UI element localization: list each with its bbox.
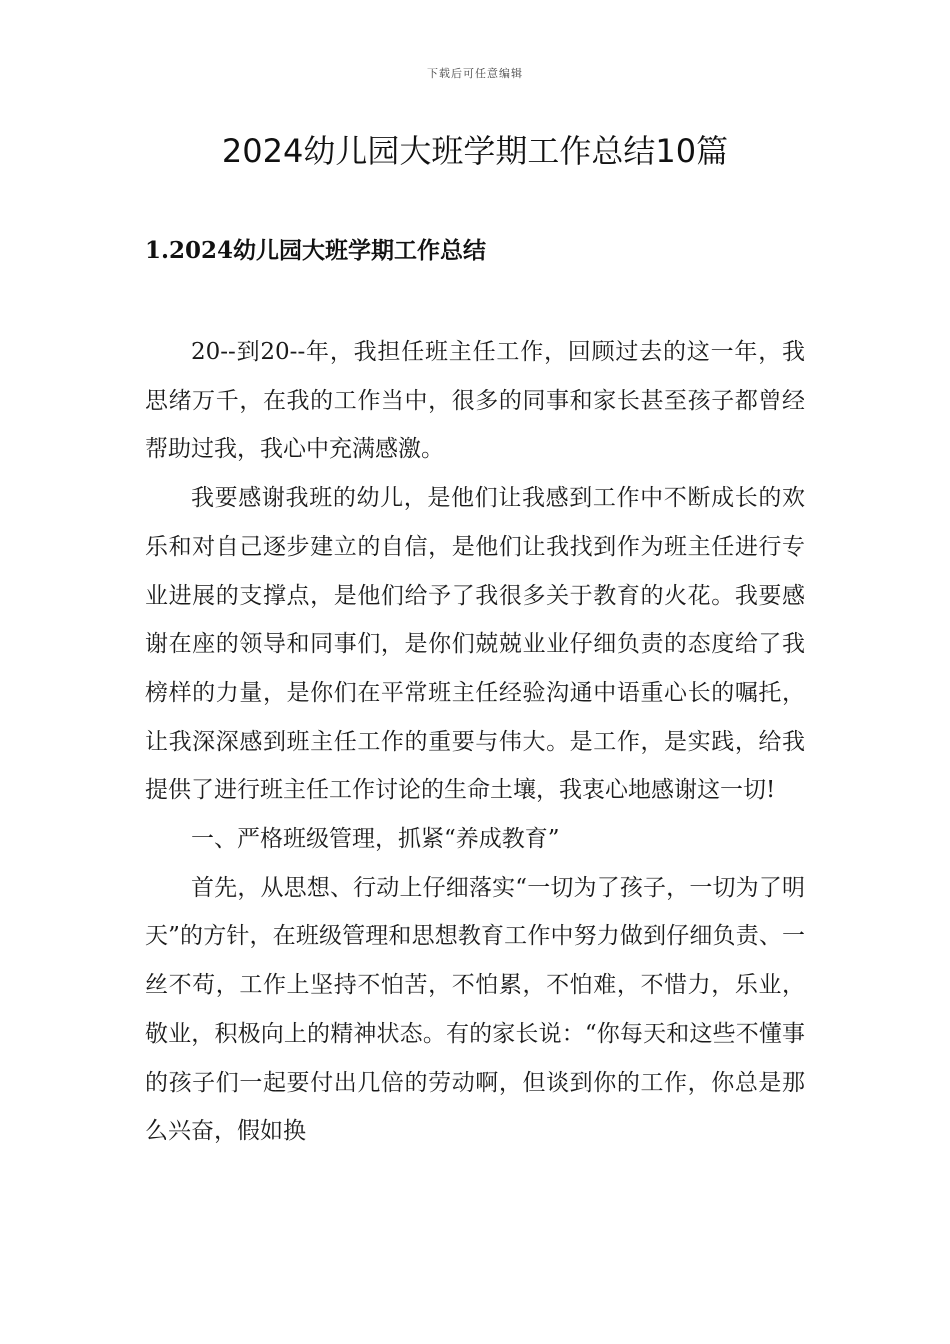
- section-heading: 1.2024幼儿园大班学期工作总结: [145, 237, 487, 264]
- document-title: 2024幼儿园大班学期工作总结10篇: [221, 132, 729, 170]
- paragraph: 20--到20--年，我担任班主任工作，回顾过去的这一年，我思绪万千，在我的工作当中，很多的同事和家长甚至孩子都曾经帮助过我，我心中充满感激。: [145, 339, 805, 463]
- subsection-heading: 一、严格班级管理，抓紧“养成教育”: [191, 826, 560, 853]
- document-body: [145, 328, 805, 1156]
- paragraph: 我要感谢我班的幼儿，是他们让我感到工作中不断成长的欢乐和对自己逐步建立的自信，是他们让我找到作为班主任进行专业进展的支撑点，是他们给予了我很多关于教育的火花。我要感谢在座的领导和同事们，是你们兢兢业业仔细负责的态度给了我榜样的力量，是你们在平常班主任经验沟通中语重心长的嘱托，让我深深感到班主任工作的重要与伟大。是工作，是实践，给我提供了进行班主任工作讨论的生命土壤，我衷心地感谢这一切!: [145, 485, 805, 804]
- header-note: 下载后可任意编辑: [427, 67, 523, 80]
- paragraph: 首先，从思想、行动上仔细落实“一切为了孩子，一切为了明天”的方针，在班级管理和思想教育工作中努力做到仔细负责、一丝不苟，工作上坚持不怕苦，不怕累，不怕难，不惜力，乐业，敬业，积极向上的精神状态。有的家长说：“你每天和这些不懂事的孩子们一起要付出几倍的劳动啊，但谈到你的工作，你总是那么兴奋，假如换: [145, 874, 805, 1145]
